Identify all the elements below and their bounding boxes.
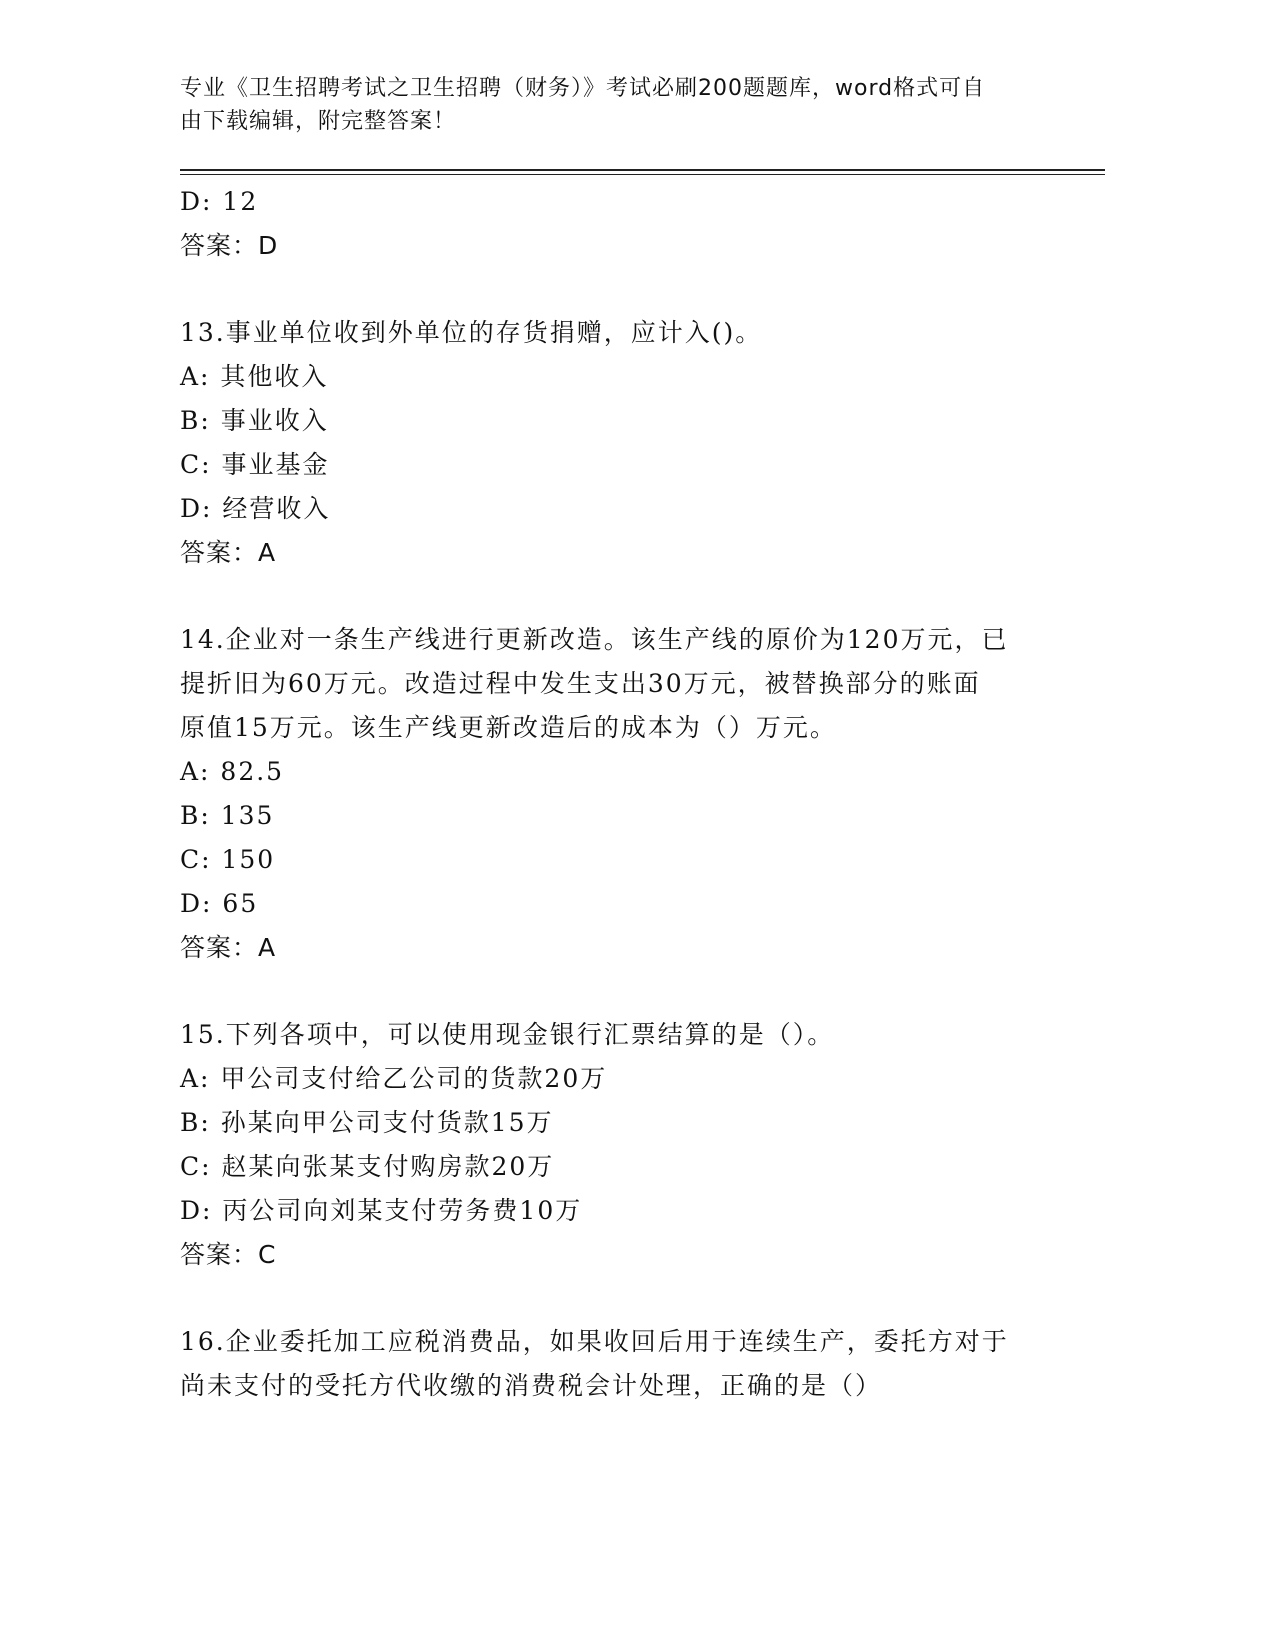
option-c: C: 赵某向张某支付购房款20万 [180, 1152, 555, 1181]
question-stem: 15.下列各项中，可以使用现金银行汇票结算的是（）。 [180, 1020, 835, 1049]
option-b: B: 135 [180, 801, 275, 830]
option-c: C: 事业基金 [180, 450, 330, 479]
question-15 [180, 1013, 1060, 1277]
question-13 [180, 311, 1060, 575]
question-stem-line-1: 16.企业委托加工应税消费品，如果收回后用于连续生产，委托方对于 [180, 1327, 1009, 1356]
header-line-2: 由下载编辑，附完整答案！ [180, 109, 457, 134]
question-stem-line-2: 尚未支付的受托方代收缴的消费税会计处理，正确的是（） [180, 1371, 883, 1400]
previous-option-d: D: 12 [180, 187, 259, 216]
option-c: C: 150 [180, 845, 276, 874]
answer: 答案：C [180, 1240, 277, 1269]
previous-answer: 答案：D [180, 231, 279, 260]
header-divider-thin [180, 174, 1105, 175]
option-b: B: 事业收入 [180, 406, 329, 435]
answer: 答案：A [180, 933, 277, 962]
question-16 [180, 1320, 1060, 1408]
answer: 答案：A [180, 538, 277, 567]
header-divider-thick [180, 169, 1105, 171]
option-d: D: 经营收入 [180, 494, 331, 523]
option-d: D: 65 [180, 889, 259, 918]
header-line-1: 专业《卫生招聘考试之卫生招聘（财务）》考试必刷200题题库，word格式可自 [180, 76, 986, 101]
option-d: D: 丙公司向刘某支付劳务费10万 [180, 1196, 583, 1225]
document-header [180, 72, 1050, 138]
question-stem: 13.事业单位收到外单位的存货捐赠，应计入()。 [180, 318, 763, 347]
option-b: B: 孙某向甲公司支付货款15万 [180, 1108, 554, 1137]
option-a: A: 其他收入 [180, 362, 329, 391]
document-body [180, 180, 1060, 1408]
question-stem-line-2: 提折旧为60万元。改造过程中发生支出30万元，被替换部分的账面 [180, 669, 981, 698]
question-stem-line-3: 原值15万元。该生产线更新改造后的成本为（）万元。 [180, 713, 837, 742]
option-a: A: 甲公司支付给乙公司的货款20万 [180, 1064, 608, 1093]
question-stem-line-1: 14.企业对一条生产线进行更新改造。该生产线的原价为120万元，已 [180, 625, 1009, 654]
question-14 [180, 618, 1060, 970]
option-a: A: 82.5 [180, 757, 285, 786]
